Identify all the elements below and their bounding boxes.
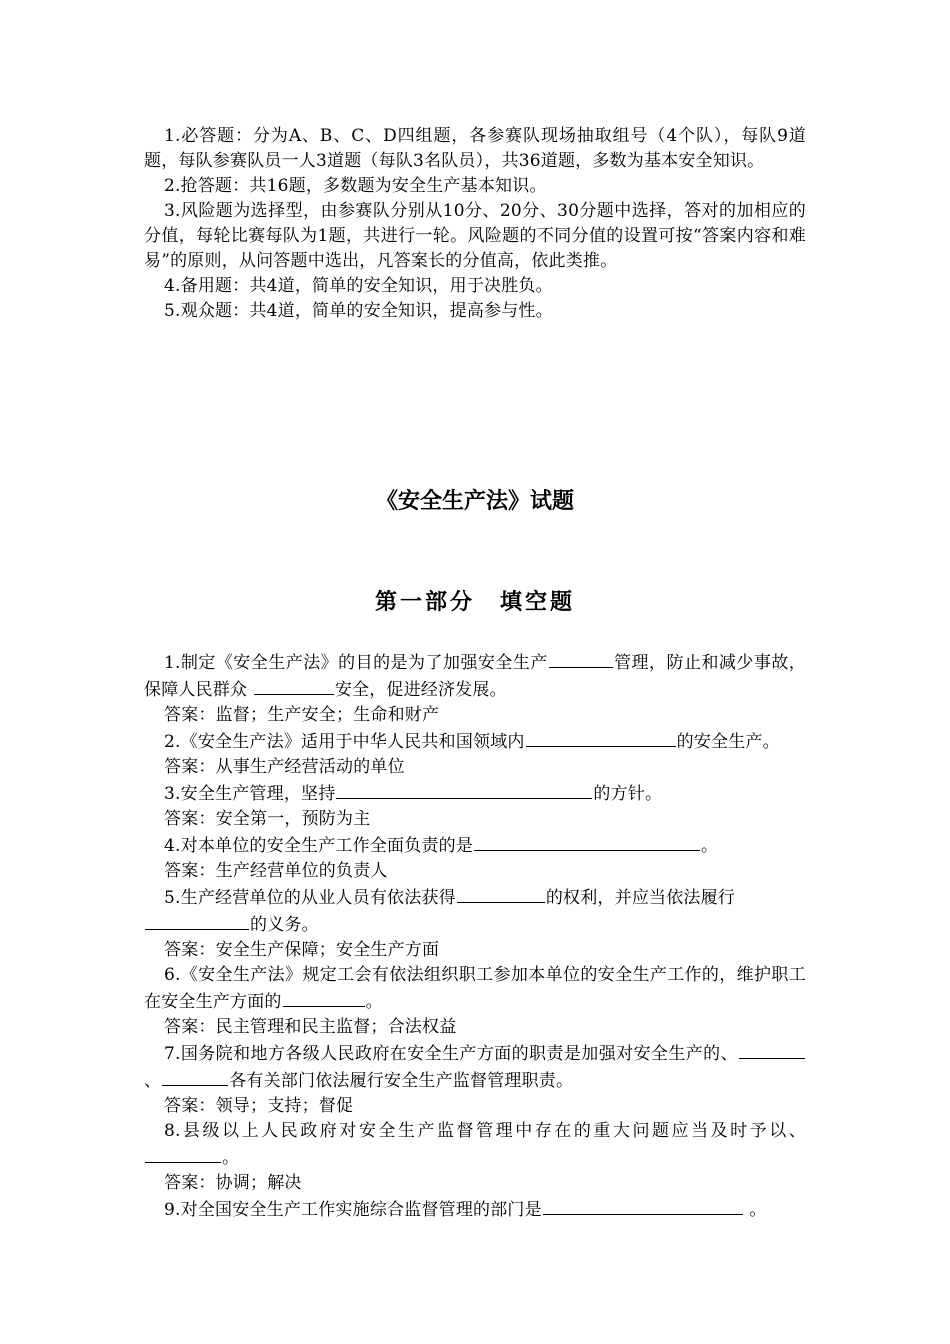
intro-item-5: 5.观众题：共4道，简单的安全知识，提高参与性。 [164,301,553,321]
answer-blank [549,649,613,668]
question-6: 6.《安全生产法》规定工会有依法组织职工参加本单位的安全生产工作的，维护职工在安全生产方面的 。 [144,965,806,1012]
answer-3: 答案：安全第一，预防为主 [164,809,371,829]
answer-2: 答案：从事生产经营活动的单位 [164,757,405,777]
document-title: 《安全生产法》试题 [375,489,574,514]
answer-7: 答案：领导；支持；督促 [164,1096,354,1116]
intro-item-3: 3.风险题为选择型，由参赛队分别从10分、20分、30分题中选择，答对的加相应的分值，每轮比赛每队为1题，共进行一轮。风险题的不同分值的设置可按“答案内容和难易”的原则，从问答题中选出，凡答案长的分值高，依此类推。 [144,201,806,271]
intro-section [144,124,806,324]
question-9: 9.对全国安全生产工作实施综合监督管理的部门是 。 [144,1196,806,1223]
answer-blank [739,1040,805,1059]
answer-1: 答案：监督；生产安全；生命和财产 [164,705,440,725]
answer-blank [543,1196,743,1215]
section-title: 第一部分 填空题 [374,590,575,615]
answer-blank [254,676,334,695]
answer-blank [145,911,249,930]
question-1: 1.制定《安全生产法》的目的是为了加强安全生产 管理，防止和减少事故，保障人民群众 安全，促进经济发展。 [144,649,806,703]
answer-blank [526,728,676,747]
answer-5: 答案：安全生产保障；安全生产方面 [164,940,440,960]
question-2: 2.《安全生产法》适用于中华人民共和国领域内 的安全生产。 [144,728,806,755]
intro-item-1: 1.必答题：分为A、B、C、D四组题，各参赛队现场抽取组号（4个队），每队9道题，每队参赛队员一人3道题（每队3名队员），共36道题，多数为基本安全知识。 [144,126,806,171]
question-7: 7.国务院和地方各级人民政府在安全生产方面的职责是加强对安全生产的、、 各有关部门依法履行安全生产监督管理职责。 [144,1040,806,1094]
question-3: 3.安全生产管理，坚持 的方针。 [144,780,806,807]
answer-blank [283,988,365,1007]
answer-blank [474,832,700,851]
question-4: 4.对本单位的安全生产工作全面负责的是 。 [144,832,806,859]
questions-section [144,649,806,1223]
answer-blank [162,1067,228,1086]
answer-blank [336,780,592,799]
answer-4: 答案：生产经营单位的负责人 [164,861,388,881]
intro-item-4: 4.备用题：共4道，简单的安全知识，用于决胜负。 [164,276,553,296]
answer-blank [145,1144,221,1163]
answer-blank [457,884,545,903]
answer-6: 答案：民主管理和民主监督；合法权益 [164,1017,457,1037]
answer-8: 答案：协调；解决 [164,1173,302,1193]
intro-item-2: 2.抢答题：共16题，多数题为安全生产基本知识。 [164,176,547,196]
question-8: 8.县级以上人民政府对安全生产监督管理中存在的重大问题应当及时予以、。 [144,1119,806,1171]
question-5: 5.生产经营单位的从业人员有依法获得 的权利，并应当依法履行 的义务。 [144,884,806,938]
